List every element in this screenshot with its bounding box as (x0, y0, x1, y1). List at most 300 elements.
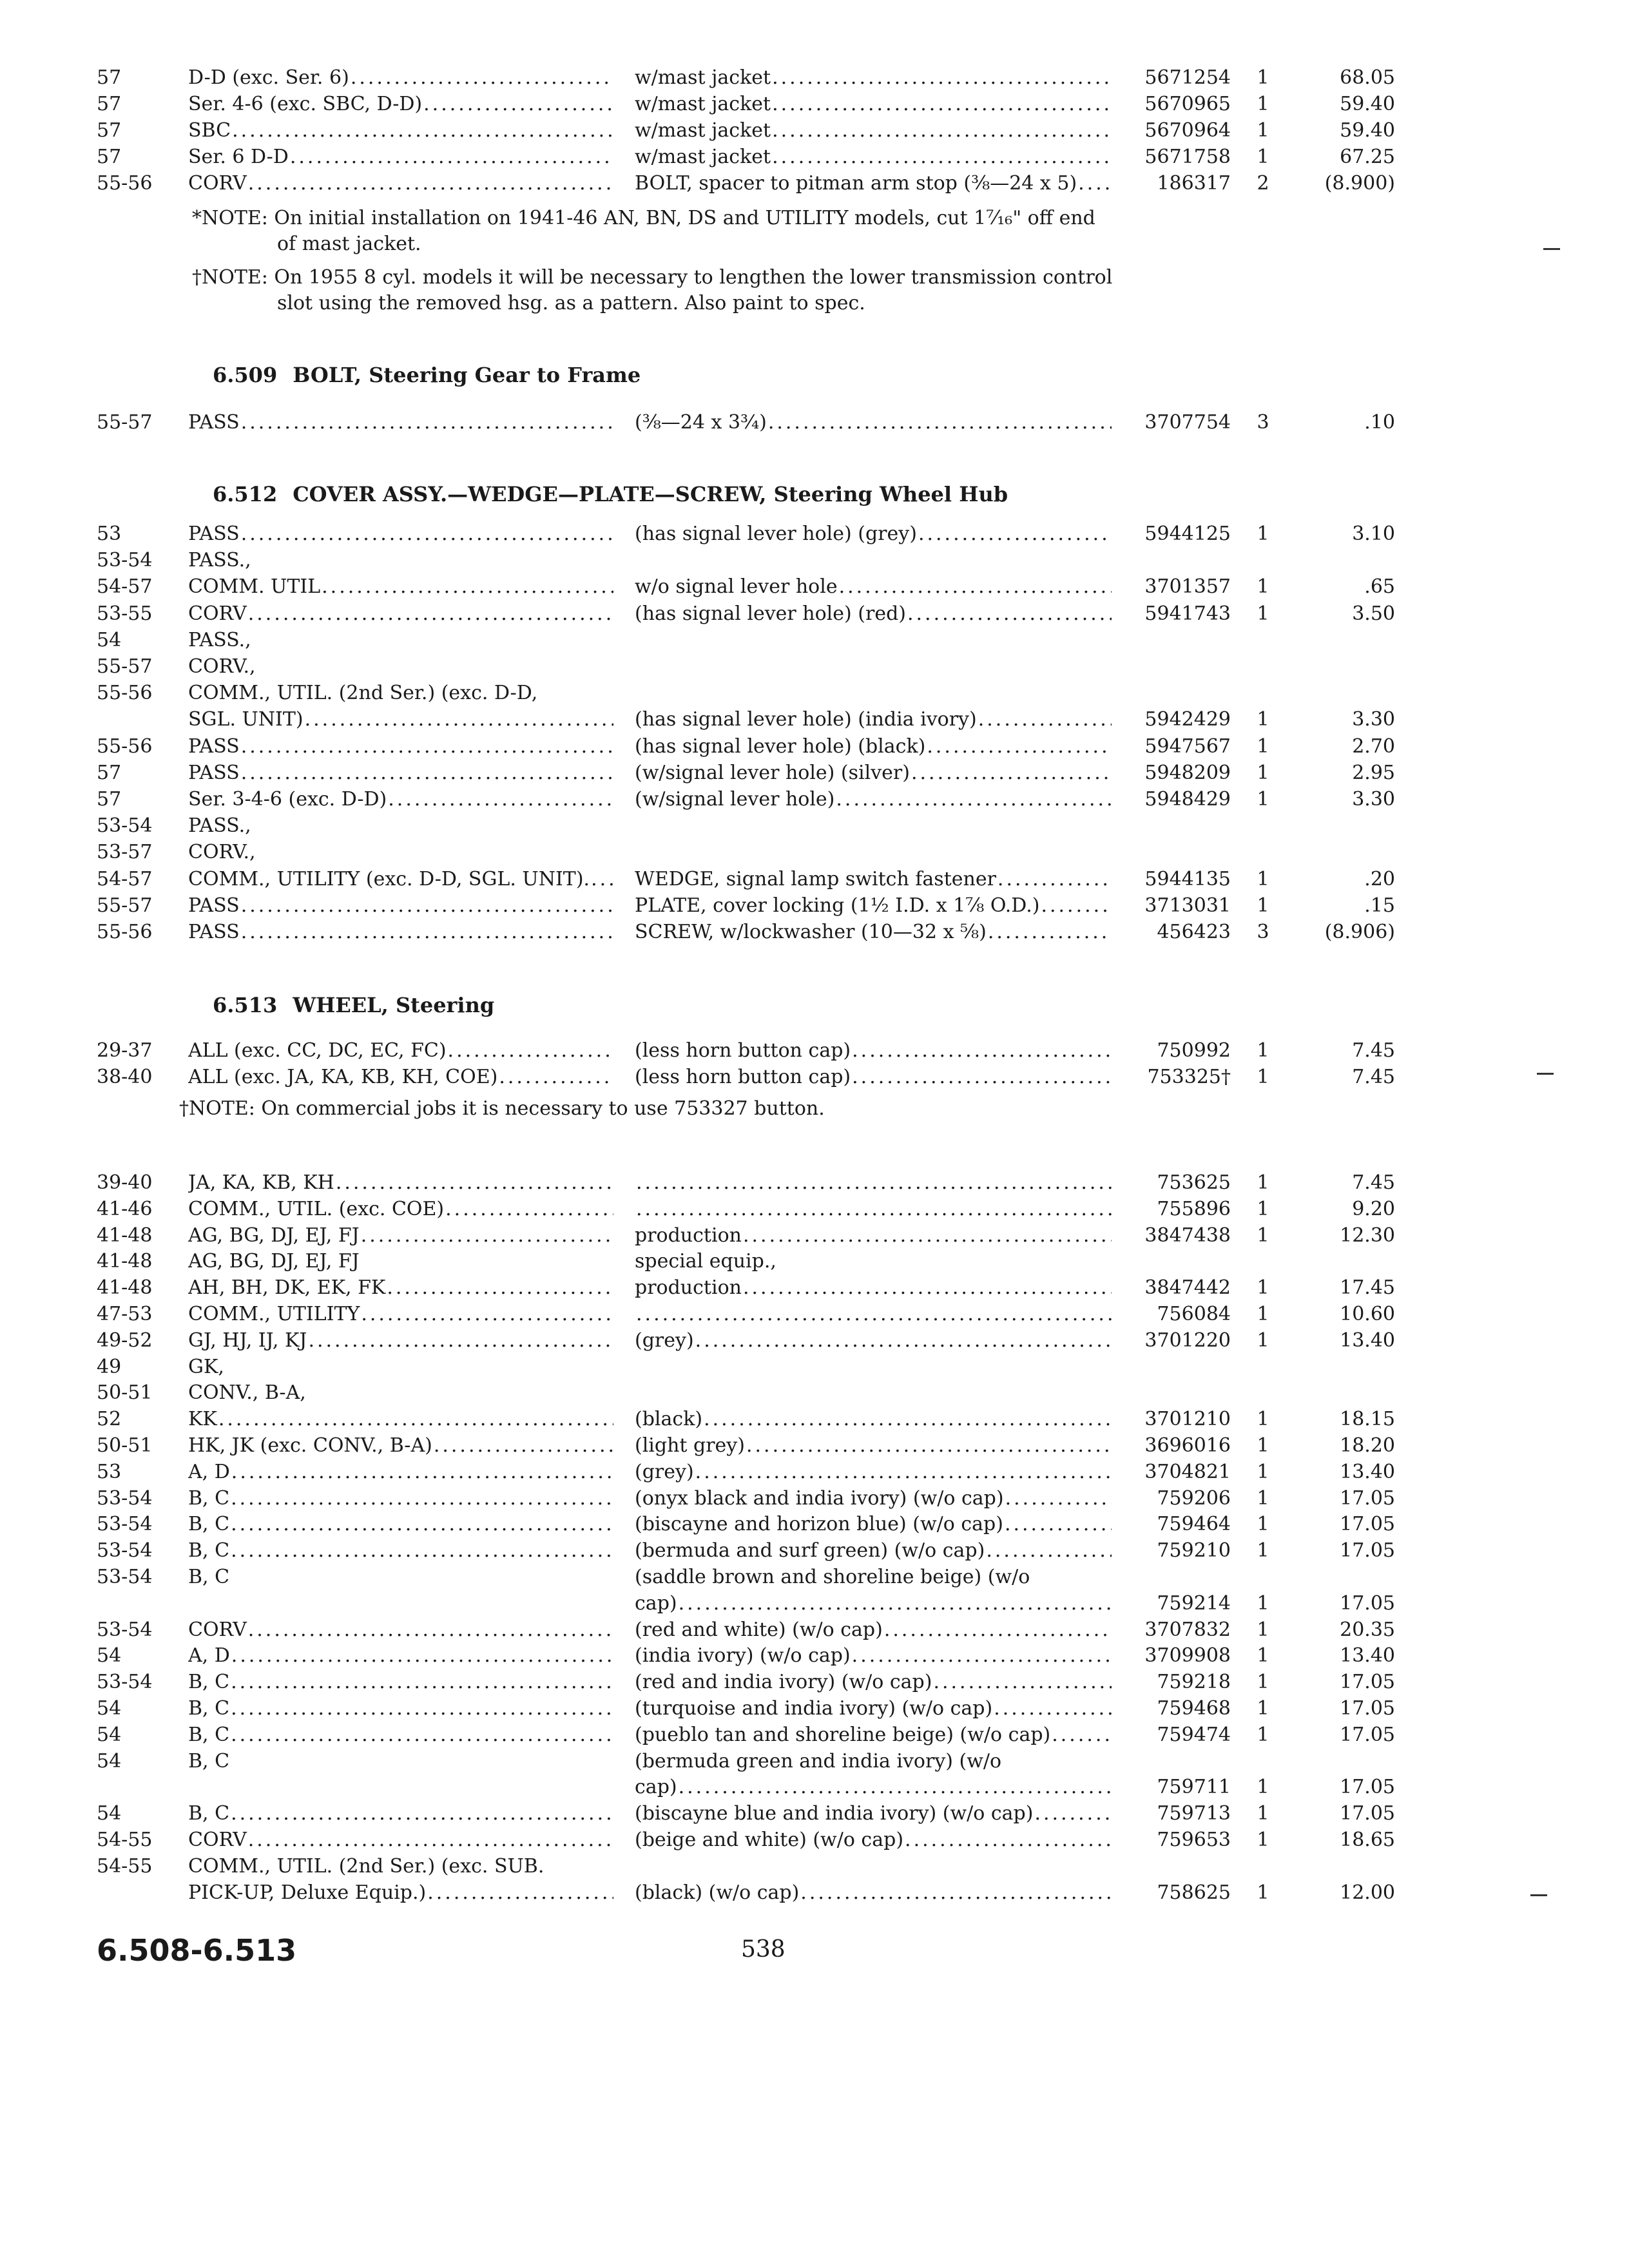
part-number-cell: 753625 (1157, 1171, 1231, 1194)
part-number-cell: 5944125 (1144, 523, 1231, 545)
model-cell (188, 1432, 613, 1459)
price-cell: 17.05 (1340, 1539, 1395, 1562)
model-cell (188, 117, 613, 144)
model-cell (188, 706, 613, 733)
year-cell: 39-40 (97, 1171, 153, 1194)
year-cell: 54 (97, 1802, 122, 1825)
model-cell-text: Ser. 6 D-D (188, 146, 289, 168)
dot-leader (767, 409, 1112, 436)
dot-leader (247, 601, 613, 628)
model-cell (188, 1827, 613, 1854)
table-row (0, 1379, 1629, 1407)
note-transmission-cont: slot using the removed hsg. as a pattern. Also paint to spec. (277, 292, 865, 314)
model-cell (188, 601, 613, 628)
table-row (0, 1879, 1629, 1907)
part-number-cell: 3701357 (1144, 575, 1231, 599)
price-cell: 17.05 (1340, 1486, 1395, 1510)
dot-leader (349, 64, 613, 91)
dot-leader (742, 1274, 1112, 1302)
description-cell (635, 64, 1112, 91)
part-number-cell: 756084 (1157, 1303, 1231, 1325)
table-row (0, 521, 1629, 548)
description-cell (635, 573, 1112, 601)
model-cell-text: COMM. UTIL (188, 575, 321, 599)
year-cell: 53-57 (97, 841, 153, 864)
dot-leader (851, 1037, 1112, 1064)
model-cell-text: COMM., UTILITY (188, 1303, 360, 1325)
model-cell: COMM., UTIL. (2nd Ser.) (exc. SUB. (188, 1854, 545, 1878)
description-cell (635, 786, 1112, 813)
description-cell (635, 1511, 1112, 1538)
model-cell (188, 1642, 613, 1669)
year-cell: 54-55 (97, 1829, 153, 1851)
dot-leader (229, 1695, 613, 1722)
description-cell (635, 1800, 1112, 1827)
model-cell (188, 892, 613, 919)
part-number-cell: 3696016 (1144, 1434, 1231, 1457)
quantity-cell: 1 (1257, 1513, 1269, 1536)
part-number-cell: 5671254 (1144, 66, 1231, 89)
quantity-cell: 1 (1257, 1486, 1269, 1510)
year-cell: 47-53 (97, 1303, 153, 1325)
model-cell-text: A, D (188, 1460, 230, 1483)
quantity-cell: 1 (1257, 1434, 1269, 1457)
year-cell: 55-56 (97, 921, 153, 943)
description-cell: special equip., (635, 1250, 776, 1273)
model-cell (188, 1301, 613, 1328)
year-cell: 57 (97, 146, 122, 168)
note-transmission: †NOTE: On 1955 8 cyl. models it will be necessary to lengthen the lower transmission control (192, 266, 1113, 289)
description-cell-text: cap) (635, 1776, 677, 1799)
section-title: BOLT, Steering Gear to Frame (293, 363, 641, 387)
year-cell: 53-54 (97, 1618, 153, 1641)
quantity-cell: 1 (1257, 867, 1269, 890)
dot-leader (635, 1196, 1112, 1223)
year-cell: 57 (97, 761, 122, 784)
dot-leader (883, 1617, 1112, 1644)
dot-leader (444, 1196, 613, 1223)
table-row (0, 1406, 1629, 1433)
model-cell-text: B, C (188, 1486, 230, 1510)
dot-leader (851, 1642, 1112, 1669)
year-cell: 53-55 (97, 602, 153, 625)
model-cell (188, 1617, 613, 1644)
dot-leader (771, 117, 1112, 144)
quantity-cell: 1 (1257, 761, 1269, 784)
price-cell: (8.906) (1324, 921, 1395, 943)
year-cell: 55-56 (97, 735, 153, 758)
price-cell: 18.20 (1340, 1434, 1395, 1457)
model-cell (188, 1169, 613, 1196)
table-row (0, 1800, 1629, 1827)
note-mast-jacket-cont: of mast jacket. (277, 233, 421, 255)
dot-leader (217, 1406, 613, 1433)
dot-leader (985, 1537, 1112, 1564)
table-row (0, 601, 1629, 628)
part-number-cell: 3701210 (1144, 1408, 1231, 1431)
quantity-cell: 1 (1257, 1671, 1269, 1694)
dot-leader (387, 786, 613, 813)
table-row (0, 1196, 1629, 1223)
dot-leader (635, 1169, 1112, 1196)
description-cell-text: (has signal lever hole) (india ivory) (635, 708, 977, 731)
quantity-cell: 2 (1257, 172, 1269, 195)
dot-leader (1077, 170, 1112, 197)
table-row (0, 1169, 1629, 1196)
year-cell: 54-57 (97, 575, 153, 599)
table-row (0, 1722, 1629, 1749)
dot-leader (231, 117, 613, 144)
model-cell (188, 1537, 613, 1564)
description-cell-text: w/mast jacket (635, 66, 771, 89)
year-cell: 54 (97, 1723, 122, 1746)
price-cell: 17.05 (1340, 1513, 1395, 1536)
description-cell (635, 1617, 1112, 1644)
table-row (0, 91, 1629, 118)
part-number-cell: 5671758 (1144, 146, 1231, 168)
model-cell (188, 866, 613, 893)
description-cell-text: (less horn button cap) (635, 1039, 851, 1062)
dot-leader (677, 1774, 1112, 1801)
description-cell-text: (beige and white) (w/o cap) (635, 1829, 904, 1851)
description-cell (635, 170, 1112, 197)
quantity-cell: 1 (1257, 735, 1269, 758)
price-cell: 17.05 (1340, 1802, 1395, 1825)
description-cell (635, 601, 1112, 628)
section-number: 6.513 (213, 993, 278, 1017)
model-cell-text: CORV (188, 602, 247, 625)
dot-leader (422, 91, 613, 118)
model-cell-text: PASS (188, 735, 240, 758)
part-number-cell: 759464 (1157, 1513, 1231, 1536)
description-cell-text: (w/signal lever hole) (silver) (635, 761, 910, 784)
model-cell-text: B, C (188, 1697, 230, 1720)
dot-leader (304, 706, 613, 733)
dot-leader (1004, 1485, 1112, 1512)
description-cell-text: (has signal lever hole) (red) (635, 602, 906, 625)
table-row (0, 627, 1629, 654)
year-cell: 53 (97, 523, 122, 545)
description-cell (635, 1327, 1112, 1354)
price-cell: 67.25 (1340, 146, 1395, 168)
model-cell (188, 1511, 613, 1538)
dot-leader (992, 1695, 1112, 1722)
model-cell: AG, BG, DJ, EJ, FJ (188, 1250, 360, 1273)
quantity-cell: 1 (1257, 1171, 1269, 1194)
dot-leader (977, 706, 1112, 733)
dot-leader (677, 1590, 1112, 1617)
section-heading-6-513 (213, 991, 494, 1019)
price-cell: .65 (1364, 575, 1395, 599)
model-cell-text: PASS (188, 921, 240, 943)
model-cell: PASS., (188, 628, 251, 651)
year-cell: 41-48 (97, 1224, 153, 1247)
description-cell-text: cap) (635, 1591, 677, 1615)
dot-leader (694, 1459, 1112, 1486)
quantity-cell: 1 (1257, 1329, 1269, 1352)
dot-leader (694, 1327, 1112, 1354)
table-row (0, 1274, 1629, 1302)
description-cell-text: (biscayne blue and india ivory) (w/o cap) (635, 1802, 1034, 1825)
price-cell: 7.45 (1352, 1171, 1395, 1194)
dot-leader (742, 1222, 1112, 1249)
year-cell: 54 (97, 628, 122, 651)
part-number-cell: 3847442 (1144, 1276, 1231, 1300)
table-row (0, 409, 1629, 436)
table-row (0, 144, 1629, 171)
dot-leader (240, 733, 613, 760)
model-cell (188, 733, 613, 760)
dot-leader (838, 573, 1112, 601)
model-cell (188, 409, 613, 436)
year-cell: 53-54 (97, 814, 153, 838)
price-cell: 17.05 (1340, 1591, 1395, 1615)
year-cell: 54 (97, 1749, 122, 1773)
part-number-cell: 5942429 (1144, 708, 1231, 731)
year-cell: 53-54 (97, 549, 153, 572)
year-cell: 53-54 (97, 1566, 153, 1588)
table-row (0, 547, 1629, 574)
price-cell: .15 (1364, 894, 1395, 917)
quantity-cell: 3 (1257, 411, 1269, 434)
year-cell: 49-52 (97, 1329, 153, 1352)
part-number-cell: 758625 (1157, 1881, 1231, 1904)
model-cell-text: CORV (188, 172, 247, 195)
model-cell: PASS., (188, 814, 251, 838)
quantity-cell: 1 (1257, 1881, 1269, 1904)
model-cell (188, 1222, 613, 1249)
quantity-cell: 1 (1257, 1618, 1269, 1641)
dot-leader (987, 919, 1112, 946)
price-cell: 3.30 (1352, 788, 1395, 811)
quantity-cell: 1 (1257, 602, 1269, 625)
model-cell (188, 1800, 613, 1827)
price-cell: 59.40 (1340, 93, 1395, 115)
description-cell-text: (turquoise and india ivory) (w/o cap) (635, 1697, 993, 1720)
description-cell (635, 1301, 1112, 1328)
description-cell-text: (black) (w/o cap) (635, 1881, 800, 1904)
dot-leader (230, 1642, 613, 1669)
description-cell (635, 1064, 1112, 1091)
dot-leader (834, 786, 1112, 813)
price-cell: 18.15 (1340, 1408, 1395, 1431)
description-cell (635, 1774, 1112, 1801)
quantity-cell: 1 (1257, 575, 1269, 599)
description-cell (635, 1722, 1112, 1749)
description-cell-text: (grey) (635, 1460, 694, 1483)
model-cell-text: PASS (188, 894, 240, 917)
section-title: COVER ASSY.—WEDGE—PLATE—SCREW, Steering Wheel Hub (293, 482, 1008, 506)
table-row (0, 1827, 1629, 1854)
model-cell-text: KK (188, 1408, 217, 1431)
table-row (0, 1459, 1629, 1486)
quantity-cell: 1 (1257, 1723, 1269, 1746)
part-number-cell: 759713 (1157, 1802, 1231, 1825)
description-cell-text: (has signal lever hole) (black) (635, 735, 926, 758)
description-cell-text: (black) (635, 1408, 703, 1431)
part-number-cell: 3704821 (1144, 1460, 1231, 1483)
dot-leader (917, 521, 1112, 548)
model-cell-text: COMM., UTILITY (exc. D-D, SGL. UNIT). (188, 867, 590, 890)
dot-leader (590, 866, 613, 893)
price-cell: 13.40 (1340, 1644, 1395, 1667)
table-row (0, 1064, 1629, 1091)
part-number-cell: 759711 (1157, 1776, 1231, 1799)
part-number-cell: 759214 (1157, 1591, 1231, 1615)
description-cell-text: (pueblo tan and shoreline beige) (w/o cap) (635, 1723, 1051, 1746)
year-cell: 53 (97, 1460, 122, 1483)
year-cell: 55-57 (97, 655, 153, 678)
quantity-cell: 3 (1257, 921, 1269, 943)
price-cell: 17.05 (1340, 1697, 1395, 1720)
part-number-cell: 5670964 (1144, 119, 1231, 142)
table-row (0, 1327, 1629, 1354)
table-row (0, 760, 1629, 787)
model-cell (188, 144, 613, 171)
price-cell: 2.70 (1352, 735, 1395, 758)
price-cell: 17.45 (1340, 1276, 1395, 1300)
table-row (0, 866, 1629, 893)
year-cell: 53-54 (97, 1486, 153, 1510)
description-cell (635, 1406, 1112, 1433)
part-number-cell: 759218 (1157, 1671, 1231, 1694)
price-cell: (8.900) (1324, 172, 1395, 195)
description-cell-text: (has signal lever hole) (grey) (635, 523, 917, 545)
table-row (0, 1248, 1629, 1275)
table-row (0, 1748, 1629, 1775)
table-row (0, 919, 1629, 946)
price-cell: 2.95 (1352, 761, 1395, 784)
part-number-cell: 186317 (1157, 172, 1231, 195)
dot-leader (230, 1459, 613, 1486)
model-cell-text: PASS (188, 411, 240, 434)
model-cell: CORV., (188, 841, 256, 864)
year-cell: 55-56 (97, 172, 153, 195)
year-cell: 57 (97, 93, 122, 115)
model-cell-text: AG, BG, DJ, EJ, FJ (188, 1224, 360, 1247)
quantity-cell: 1 (1257, 708, 1269, 731)
section-title: WHEEL, Steering (293, 993, 495, 1017)
quantity-cell: 1 (1257, 1776, 1269, 1799)
model-cell: B, C (188, 1749, 230, 1773)
dot-leader (229, 1485, 613, 1512)
price-cell: 3.10 (1352, 523, 1395, 545)
part-number-cell: 3713031 (1144, 894, 1231, 917)
dot-leader (229, 1722, 613, 1749)
dot-leader (426, 1879, 613, 1907)
year-cell: 50-51 (97, 1381, 153, 1405)
description-cell-text: w/mast jacket (635, 146, 771, 168)
year-cell: 53-54 (97, 1671, 153, 1694)
description-cell (635, 521, 1112, 548)
model-cell-text: COMM., UTIL. (exc. COE) (188, 1197, 445, 1220)
dot-leader (229, 1511, 613, 1538)
description-cell: (bermuda green and india ivory) (w/o (635, 1749, 1002, 1773)
table-row (0, 1774, 1629, 1801)
price-cell: 17.05 (1340, 1776, 1395, 1799)
price-cell: 7.45 (1352, 1066, 1395, 1088)
description-cell (635, 1459, 1112, 1486)
dot-leader (240, 521, 613, 548)
description-cell-text: (onyx black and india ivory) (w/o cap) (635, 1486, 1004, 1510)
dot-leader (360, 1222, 613, 1249)
dot-leader (745, 1432, 1112, 1459)
description-cell-text: production (635, 1276, 742, 1300)
quantity-cell: 1 (1257, 146, 1269, 168)
part-number-cell: 456423 (1157, 921, 1231, 943)
model-cell (188, 573, 613, 601)
dot-leader (903, 1827, 1112, 1854)
dot-leader (925, 733, 1112, 760)
quantity-cell: 1 (1257, 1066, 1269, 1088)
part-number-cell: 759474 (1157, 1723, 1231, 1746)
model-cell: B, C (188, 1566, 230, 1588)
quantity-cell: 1 (1257, 1408, 1269, 1431)
year-cell: 38-40 (97, 1066, 153, 1088)
model-cell-text: CORV (188, 1618, 247, 1641)
part-number-cell: 5944135 (1144, 867, 1231, 890)
dot-leader (229, 1537, 613, 1564)
description-cell (635, 1537, 1112, 1564)
model-cell (188, 1037, 613, 1064)
description-cell-text: production (635, 1224, 742, 1247)
quantity-cell: 1 (1257, 1539, 1269, 1562)
dot-leader (307, 1327, 613, 1354)
table-row (0, 1222, 1629, 1249)
model-cell-text: D-D (exc. Ser. 6) (188, 66, 349, 89)
model-cell-text: A, D (188, 1644, 230, 1667)
part-number-cell: 3709908 (1144, 1644, 1231, 1667)
price-cell: 12.30 (1340, 1224, 1395, 1247)
model-cell: CORV., (188, 655, 256, 678)
description-cell-text: (less horn button cap) (635, 1066, 851, 1088)
dot-leader (1003, 1511, 1112, 1538)
part-number-cell: 3701220 (1144, 1329, 1231, 1352)
part-number-cell: 759210 (1157, 1539, 1231, 1562)
model-cell-text: B, C (188, 1671, 230, 1694)
year-cell: 55-57 (97, 411, 153, 434)
model-cell-text: Ser. 4-6 (exc. SBC, D-D) (188, 93, 423, 115)
part-number-cell: 5948209 (1144, 761, 1231, 784)
description-cell (635, 1695, 1112, 1722)
description-cell: (saddle brown and shoreline beige) (w/o (635, 1566, 1030, 1588)
price-cell: 7.45 (1352, 1039, 1395, 1062)
part-number-cell: 759653 (1157, 1829, 1231, 1851)
year-cell: 29-37 (97, 1039, 153, 1062)
description-cell-text: (grey) (635, 1329, 694, 1352)
model-cell (188, 919, 613, 946)
year-cell: 53-54 (97, 1539, 153, 1562)
dot-leader (906, 601, 1112, 628)
quantity-cell: 1 (1257, 1644, 1269, 1667)
part-number-cell: 3707754 (1144, 411, 1231, 434)
table-row (0, 1853, 1629, 1880)
description-cell (635, 1432, 1112, 1459)
dot-leader (497, 1064, 613, 1091)
description-cell-text: BOLT, spacer to pitman arm stop (⅜—24 x 5) (635, 172, 1077, 195)
table-row (0, 839, 1629, 866)
table-row (0, 1432, 1629, 1459)
year-cell: 55-56 (97, 682, 153, 705)
description-cell (635, 1274, 1112, 1302)
quantity-cell: 1 (1257, 523, 1269, 545)
quantity-cell: 1 (1257, 119, 1269, 142)
dot-leader (247, 170, 613, 197)
model-cell-text: JA, KA, KB, KH (188, 1171, 334, 1194)
dot-leader (771, 144, 1112, 171)
model-cell-text: ALL (exc. JA, KA, KB, KH, COE) (188, 1066, 498, 1088)
year-cell: 50-51 (97, 1434, 153, 1457)
